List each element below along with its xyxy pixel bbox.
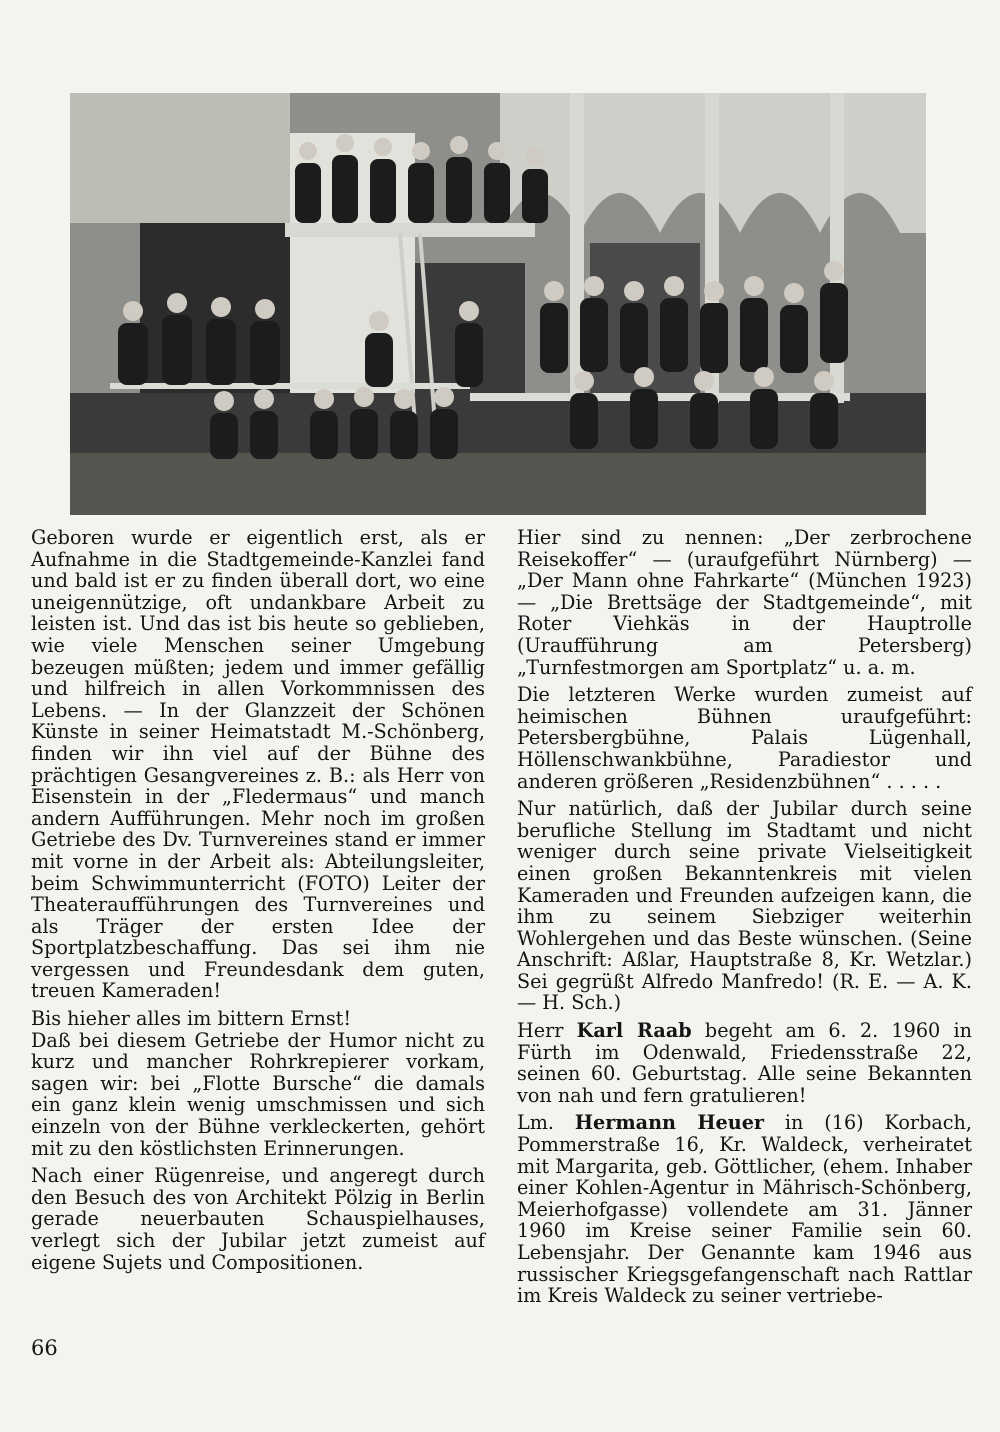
notice-hermann-heuer [517, 1112, 972, 1306]
paragraph-biography: Geboren wurde er eigentlich erst, als er Aufnahme in die Stadtgemeinde-Kanzlei fand und bald ist er zu finden überall dort, wo eine uneigennützige, oft undankbare Arbeit zu leisten ist. Und das ist bis heute so geblieben, wie viele Menschen seiner Umgebung bezeugen müßten; jedem und immer gefällig und hilfreich in allen Vorkommnissen des Lebens. — In der Glanzzeit der Schönen Künste in seiner Heimatstadt M.-Schönberg, finden wir ihn viel auf der Bühne des prächtigen Gesangvereines z. B.: als Herr von Eisenstein in der „Fledermaus“ und manch andern Aufführungen. Mehr noch im großen Getriebe des Dv. Turnvereines stand er immer mit vorne in der Arbeit als: Abteilungsleiter, beim Schwimmunterricht (FOTO) Leiter der Theateraufführungen des Turnvereines und als Träger der ersten Idee der Sportplatzbeschaffung. Das sei ihm nie vergessen und Freundesdank dem guten, treuen Kameraden! [31, 526, 485, 1003]
notice-text: begeht am 6. 2. 1960 in Fürth im Odenwald, Friedensstraße 22, seinen 60. Geburtstag. Alle seine Bekannten von nah und fern gratulieren! [517, 1019, 972, 1107]
notice-karl-raab [517, 1020, 972, 1106]
paragraph-humor: Daß bei diesem Getriebe der Humor nicht zu kurz und mancher Rohrkrepierer vorkam, sagen wir: bei „Flotte Bursche“ die damals ein ganz klein wenig umschmissen und sich einzeln von der Bühne verkleckerten, gehört mit zu den köstlichsten Erinnerungen. [31, 1028, 485, 1160]
group-photo [70, 93, 926, 515]
paragraph-ruegenreise: Nach einer Rügenreise, und angeregt durch den Besuch des von Architekt Pölzig in Berlin gerade neuerbauten Schauspielhauses, verlegt sich der Jubilar jetzt zumeist auf eigene Sujets und Compositionen. [31, 1164, 485, 1274]
paragraph-stages: Die letzteren Werke wurden zumeist auf heimischen Bühnen uraufgeführt: Petersbergbühne, Palais Lügenhall, Höllenschwankbühne, Paradiestor und anderen größeren „Residenzbühnen“ . . . . . [517, 683, 972, 793]
notice-prefix: Herr [517, 1019, 577, 1043]
notice-prefix: Lm. [517, 1111, 575, 1135]
page-number: 66 [31, 1336, 58, 1360]
right-column [517, 527, 972, 1313]
paragraph-ernst: Bis hieher alles im bittern Ernst! [31, 1007, 352, 1031]
group-photo-illustration [70, 93, 926, 515]
person-name: Hermann Heuer [574, 1111, 765, 1135]
paragraph-works-list: Hier sind zu nennen: „Der zerbrochene Reisekoffer“ — (uraufgeführt Nürnberg) — „Der Mann ohne Fahrkarte“ (München 1923) — „Die Brettsäge der Stadtgemeinde“, mit Roter Viehkäs in der Hauptrolle (Uraufführung am Petersberg) „Turnfestmorgen am Sportplatz“ u. a. m. [517, 526, 972, 679]
paragraph-greetings: Nur natürlich, daß der Jubilar durch seine berufliche Stellung im Stadtamt und nicht weniger durch seine private Vielseitigkeit einen großen Bekanntenkreis mit vielen Kameraden und Freunden aufzeigen kann, die ihm zu seinem Siebziger weiterhin Wohlergehen und das Beste wünschen. (Seine Anschrift: Aßlar, Hauptstraße 8, Kr. Wetzlar.) Sei gegrüßt Alfredo Manfredo! (R. E. — A. K. — H. Sch.) [517, 797, 972, 1015]
notice-text: in (16) Korbach, Pommerstraße 16, Kr. Waldeck, verheiratet mit Margarita, geb. Göttlicher, (ehem. Inhaber einer Kohlen-Agentur in Mährisch-Schönberg, Meierhofgasse) vollendete am 31. Jänner 1960 im Kreise seiner Familie sein 60. Lebensjahr. Der Genannte kam 1946 aus russischer Kriegsgefangenschaft nach Rattlar im Kreis Waldeck zu seiner vertriebe- [517, 1111, 972, 1308]
person-name: Karl Raab [576, 1019, 692, 1043]
left-column [31, 527, 485, 1279]
